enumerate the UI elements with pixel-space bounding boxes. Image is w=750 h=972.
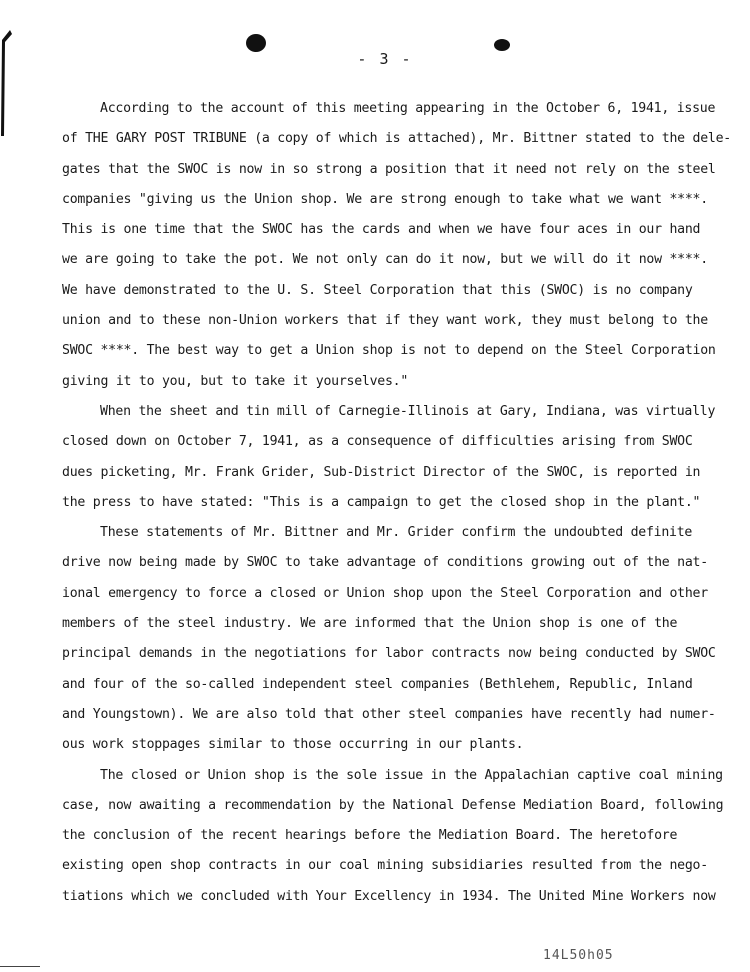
text-line: existing open shop contracts in our coal mining subsidiaries resulted from the nego-: [62, 858, 708, 874]
archive-stamp: 14L50h05: [543, 948, 614, 963]
text-line: These statements of Mr. Bittner and Mr. Grider confirm the undoubted definite: [100, 525, 693, 541]
text-line: the conclusion of the recent hearings before the Mediation Board. The heretofore: [62, 828, 678, 844]
text-line: drive now being made by SWOC to take advantage of conditions growing out of the nat-: [62, 555, 708, 571]
text-line: we are going to take the pot. We not only can do it now, but we will do it now ****.: [62, 252, 708, 268]
text-line: SWOC ****. The best way to get a Union shop is not to depend on the Steel Corporation: [62, 343, 716, 359]
text-line: closed down on October 7, 1941, as a consequence of difficulties arising from SWOC: [62, 434, 693, 450]
page-edge-mark: [0, 28, 14, 138]
text-line: We have demonstrated to the U. S. Steel Corporation that this (SWOC) is no company: [62, 282, 693, 298]
paragraph-4: [62, 761, 724, 912]
text-line: ous work stoppages similar to those occurring in our plants.: [62, 737, 524, 753]
text-line: the press to have stated: "This is a campaign to get the closed shop in the plant.": [62, 494, 701, 510]
text-line: case, now awaiting a recommendation by the National Defense Mediation Board, following: [62, 797, 724, 813]
text-line: gates that the SWOC is now in so strong a position that it need not rely on the steel: [62, 161, 716, 177]
text-line: companies "giving us the Union shop. We are strong enough to take what we want ****.: [62, 191, 708, 207]
text-line: union and to these non-Union workers that if they want work, they must belong to the: [62, 313, 708, 329]
text-line: of THE GARY POST TRIBUNE (a copy of which is attached), Mr. Bittner stated to the dele-: [62, 131, 731, 147]
text-line: and Youngstown). We are also told that other steel companies have recently had numer-: [62, 706, 716, 722]
text-line: and four of the so-called independent steel companies (Bethlehem, Republic, Inland: [62, 676, 693, 692]
text-line: The closed or Union shop is the sole issue in the Appalachian captive coal mining: [100, 767, 723, 783]
text-line: ional emergency to force a closed or Union shop upon the Steel Corporation and other: [62, 585, 708, 601]
text-line: dues picketing, Mr. Frank Grider, Sub-District Director of the SWOC, is reported in: [62, 464, 701, 480]
bottom-rule: [0, 966, 40, 967]
paragraph-1: [62, 94, 731, 397]
text-line: giving it to you, but to take it yourselves.": [62, 373, 409, 389]
text-line: When the sheet and tin mill of Carnegie-Illinois at Gary, Indiana, was virtually: [100, 403, 716, 419]
text-line: members of the steel industry. We are informed that the Union shop is one of the: [62, 616, 678, 632]
paragraph-2: [62, 397, 716, 518]
text-line: tiations which we concluded with Your Excellency in 1934. The United Mine Workers now: [62, 888, 716, 904]
paragraph-3: [62, 518, 716, 760]
text-line: This is one time that the SWOC has the cards and when we have four aces in our hand: [62, 222, 701, 238]
letter-body: [62, 94, 731, 912]
page-number: - 3 -: [357, 50, 413, 68]
text-line: principal demands in the negotiations for labor contracts now being conducted by SWOC: [62, 646, 716, 662]
text-line: According to the account of this meeting appearing in the October 6, 1941, issue: [100, 101, 716, 116]
